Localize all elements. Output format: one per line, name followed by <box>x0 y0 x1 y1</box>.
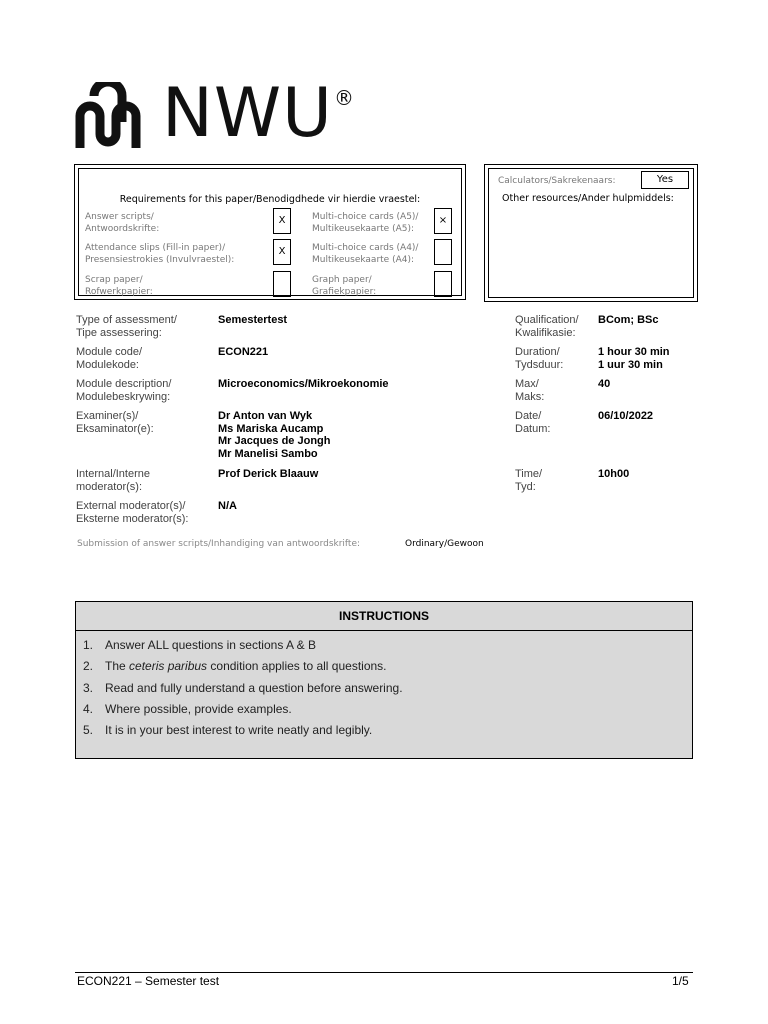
module-description-label: Module description/ Modulebeskrywing: <box>76 378 172 403</box>
date-label: Date/ Datum: <box>515 410 551 435</box>
instruction-item: 2. The ceteris paribus condition applies to all questions. <box>83 659 387 673</box>
footer-divider <box>75 972 693 973</box>
time-value: 10h00 <box>598 468 630 480</box>
requirements-box <box>74 164 466 300</box>
external-moderator-value: N/A <box>218 500 237 512</box>
calculators-label: Calculators/Sakrekenaars: <box>498 176 616 186</box>
footer-course: ECON221 – Semester test <box>77 974 220 988</box>
mc-cards-a4-label: Multi-choice cards (A4)/ Multikeusekaarte (A4): <box>312 243 419 265</box>
max-value: 40 <box>598 378 611 390</box>
page-number: 1/5 <box>672 974 689 988</box>
mc-cards-a5-label: Multi-choice cards (A5)/ Multikeusekaarte (A5): <box>312 212 419 234</box>
answer-scripts-label: Answer scripts/ Antwoordskrifte: <box>85 212 160 234</box>
internal-moderator-value: Prof Derick Blaauw <box>218 468 319 480</box>
examiners-label: Examiner(s)/ Eksaminator(e): <box>76 410 154 435</box>
nwu-logo <box>72 74 362 153</box>
instruction-item: 3. Read and fully understand a question before answering. <box>83 681 403 695</box>
qualification-label: Qualification/ Kwalifikasie: <box>515 314 579 339</box>
answer-scripts-checkbox[interactable]: X <box>273 208 291 234</box>
module-code-value: ECON221 <box>218 346 269 358</box>
scrap-paper-checkbox[interactable] <box>273 271 291 297</box>
time-label: Time/ Tyd: <box>515 468 543 493</box>
assessment-type-label: Type of assessment/ Tipe assessering: <box>76 314 177 339</box>
duration-label: Duration/ Tydsduur: <box>515 346 564 371</box>
submission-label: Submission of answer scripts/Inhandiging van antwoordskrifte: <box>77 539 361 549</box>
internal-moderator-label: Internal/Interne moderator(s): <box>76 468 150 493</box>
qualification-value: BCom; BSc <box>598 314 659 326</box>
requirements-title: Requirements for this paper/Benodigdhede vir hierdie vraestel: <box>119 194 421 205</box>
mc-cards-a4-checkbox[interactable] <box>434 239 452 265</box>
other-resources-label: Other resources/Ander hulpmiddels: <box>502 193 674 204</box>
graph-paper-checkbox[interactable] <box>434 271 452 297</box>
graph-paper-label: Graph paper/ Grafiekpapier: <box>312 275 377 297</box>
module-description-value: Microeconomics/Mikroekonomie <box>218 378 389 390</box>
logo-text: NWU <box>162 74 333 153</box>
submission-value: Ordinary/Gewoon <box>405 539 484 549</box>
examiners-value: Dr Anton van Wyk Ms Mariska Aucamp Mr Jacques de Jongh Mr Manelisi Sambo <box>218 410 331 460</box>
instructions-title: INSTRUCTIONS <box>76 602 692 631</box>
attendance-slips-label: Attendance slips (Fill-in paper)/ Presensiestrokies (Invulvraestel): <box>85 243 235 265</box>
instructions-box <box>75 601 693 759</box>
calculators-value[interactable]: Yes <box>641 171 689 189</box>
max-label: Max/ Maks: <box>515 378 545 403</box>
registered-mark: ® <box>334 86 354 110</box>
resources-box <box>484 164 698 302</box>
external-moderator-label: External moderator(s)/ Eksterne moderator(s): <box>76 500 189 525</box>
duration-value: 1 hour 30 min 1 uur 30 min <box>598 346 670 371</box>
instruction-item: 1. Answer ALL questions in sections A & B <box>83 638 317 652</box>
instruction-item: 5. It is in your best interest to write neatly and legibly. <box>83 723 373 737</box>
mc-cards-a5-checkbox[interactable]: × <box>434 208 452 234</box>
date-value: 06/10/2022 <box>598 410 654 422</box>
attendance-slips-checkbox[interactable]: X <box>273 239 291 265</box>
module-code-label: Module code/ Modulekode: <box>76 346 143 371</box>
scrap-paper-label: Scrap paper/ Rofwerkpapier: <box>85 275 153 297</box>
instruction-item: 4. Where possible, provide examples. <box>83 702 292 716</box>
assessment-type-value: Semestertest <box>218 314 288 326</box>
nwu-emblem-icon <box>72 82 144 152</box>
